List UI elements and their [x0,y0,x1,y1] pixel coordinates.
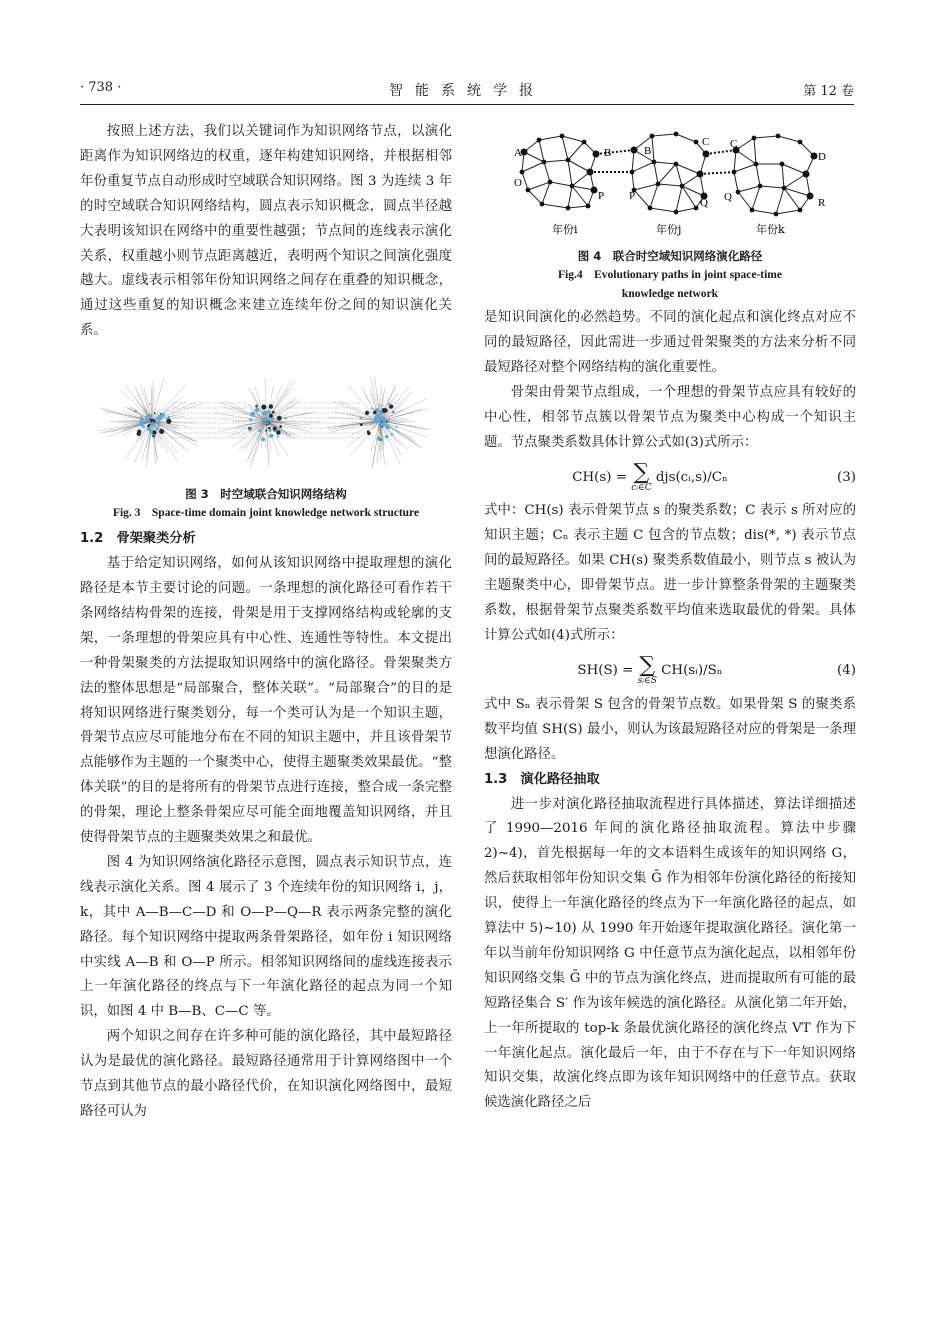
paragraph: 骨架由骨架节点组成，一个理想的骨架节点应具有较好的中心性，相邻节点簇以骨架节点为聚类中心构成一个知识主题。节点聚类系数具体计算公式如(3)式所示： [484,384,856,450]
network-edge [782,164,784,188]
knowledge-node [266,422,269,425]
knowledge-node [392,411,394,413]
knowledge-node [388,403,390,405]
network-edge [634,184,658,190]
knowledge-node [780,162,785,167]
knowledge-node [267,410,271,414]
knowledge-node [273,427,277,431]
knowledge-node [248,428,250,430]
knowledge-node [154,412,156,414]
knowledge-node [153,431,157,435]
knowledge-node [586,204,591,209]
knowledge-node [149,414,153,418]
network-edge [654,162,676,164]
knowledge-node [158,415,163,420]
knowledge-node [142,421,144,423]
header-rule [80,104,854,105]
node-label-B: B [644,145,652,157]
journal-title: 智能系统学报 [389,83,545,99]
page-header [80,80,854,104]
figure-3-caption-cn: 图 3 时空域联合知识网络结构 [185,487,347,502]
network-edge [542,204,568,208]
knowledge-node [570,184,575,189]
network-edge [528,182,550,190]
network-edge [754,136,778,138]
network-edge [542,182,550,204]
knowledge-node [807,193,814,200]
knowledge-node [249,418,252,421]
network-edge [232,421,266,422]
knowledge-node [656,182,661,187]
knowledge-node [526,188,531,193]
knowledge-node [271,417,274,420]
knowledge-node [360,424,363,427]
knowledge-node [269,404,273,408]
knowledge-node [798,140,803,145]
network-edge [251,421,266,467]
network-edge [776,188,784,214]
knowledge-node [386,421,388,423]
knowledge-node [674,132,679,137]
right-column [484,120,856,1116]
knowledge-node [388,419,390,421]
knowledge-node [385,435,388,438]
knowledge-node [750,208,755,213]
knowledge-node [542,160,547,165]
cross-year-link [596,150,634,154]
paragraph: 式中：CH(s) 表示骨架节点 s 的聚类系数；C 表示 s 所对应的知识主题；Cₙ 表示主题 C 包含的节点数；dis(*, *) 表示节点间的最短路径。如果 CH(s) 聚类系数值最小，则节点 s 被认为主题聚类中心，即骨架节点。进一步计算整条骨架的主题聚类系数，根据骨架节点聚类系数平均值来选取最优的骨架。具体计算公式如(4)式所示： [484,503,856,643]
network-edge [632,172,634,190]
network-edge [568,142,584,160]
network-edge [676,186,682,212]
knowledge-node [560,134,565,139]
knowledge-node [156,428,159,431]
network-edge [522,162,544,172]
knowledge-node [271,434,273,436]
cross-year-link [700,172,734,174]
equation-3-lhs: CH(s) = [572,469,632,485]
network-edge [544,162,550,182]
volume-label: 第 12 卷 [803,84,854,99]
knowledge-node [811,153,818,160]
knowledge-node [381,422,385,426]
knowledge-node [159,429,164,434]
paragraph: 基于给定知识网络，如何从该知识网络中提取理想的演化路径是本节主要讨论的问题。一条理想的演化路径可看作若干条网络结构骨架的连接，骨架是用于支撑网络结构或轮廓的支架，一条理想的骨架应具有中心性、连通性等特性。本文提出一种骨架聚类的方法提取知识网络中的演化路径。骨架聚类方法的整体思想是“局部聚合，整体关联”。“局部聚合”的目的是将知识网络进行聚类划分，每一个类可认为是一个知识主题，骨架节点应尽可能地分布在不同的知识主题中，并且该骨架节点能够作为主题的一个聚类中心，使得主题聚类效果最优。“整体关联”的目的是将所有的骨架节点进行连接，整合成一条完整的骨架，理论上整条骨架应尽可能全面地覆盖知识网络，并且使得骨架节点的主题聚类效果之和最优。 [80,556,452,846]
knowledge-node [264,423,266,425]
section-heading-1-3: 1.3 演化路径抽取 [484,771,600,787]
network-edge [572,186,588,206]
knowledge-node [140,417,144,421]
knowledge-node [736,190,741,195]
knowledge-node [694,206,699,211]
knowledge-node [548,180,553,185]
knowledge-node [540,202,545,207]
knowledge-node [359,417,362,420]
year-label-k: 年份k [756,223,785,236]
equation-4 [484,649,856,693]
figure-4-caption-cn: 图 4 联合时空域知识网络演化路径 [577,249,763,263]
knowledge-node [566,158,571,163]
network-edge [568,160,590,172]
knowledge-node [134,410,137,413]
knowledge-node [520,170,525,175]
knowledge-node [250,412,255,417]
knowledge-node [258,429,261,432]
network-edge [380,386,396,421]
left-column [80,120,452,1125]
network-edge [568,186,572,208]
network-edge [738,192,752,210]
knowledge-node [284,417,287,420]
knowledge-node [264,406,266,408]
network-edge [658,184,682,186]
network-edge [562,136,568,160]
knowledge-node [591,187,598,194]
knowledge-node [373,411,376,414]
network-edge [539,136,562,140]
knowledge-node [148,424,150,426]
figure-3-caption-en: Fig. 3 Space-time domain joint knowledge network structure [112,507,420,520]
network-edge [568,160,572,186]
knowledge-node [674,210,679,215]
network-edge [650,184,658,208]
knowledge-node [265,430,267,432]
network-edge [676,208,696,212]
node-label-B: B [604,147,612,159]
sum-symbol: ∑ cᵢ∈C [631,459,652,493]
network-edge [734,164,756,172]
network-edge [562,136,584,142]
network-edge [752,210,776,214]
knowledge-node [145,418,148,421]
network-edge [734,172,738,192]
node-label-D: D [818,151,826,163]
paragraph: 是知识间演化的必然趋势。不同的演化起点和演化终点对应不同的最短路径，因此需进一步通过骨架聚类的方法来分析不同最短路径对整个网络结构的演化重要性。 [484,310,856,375]
node-label-C: C [702,136,710,148]
network-edge [652,134,676,136]
knowledge-node [381,417,386,422]
knowledge-node [157,422,160,425]
network-edge [634,190,650,208]
knowledge-node [396,426,398,428]
network-edge [654,162,658,184]
node-label-P: P [629,190,636,202]
node-label-C: C [730,138,738,150]
knowledge-node [385,425,390,430]
node-label-O: O [514,177,522,189]
knowledge-node [776,134,781,139]
figure-3-network-image [80,366,452,476]
network-edge [650,208,676,212]
figure-4-caption-en-line2: knowledge network [621,288,719,300]
knowledge-node [367,432,370,435]
equation-4-number: (4) [837,663,856,679]
network-edge [528,190,542,204]
knowledge-node [652,160,657,165]
network-edge [266,386,282,421]
network-edge [676,164,682,186]
network-edge [736,150,756,164]
knowledge-node [674,162,679,167]
knowledge-node [145,416,148,419]
network-edge [111,421,152,432]
knowledge-node [166,419,171,424]
network-edge [568,206,588,208]
knowledge-node [272,411,275,414]
knowledge-node [650,134,655,139]
knowledge-node [582,140,587,145]
network-edge [539,140,544,162]
knowledge-node [375,415,380,420]
knowledge-node [803,171,810,178]
node-label-R: R [818,197,826,209]
section-heading-1-2: 1.2 骨架聚类分析 [80,531,196,547]
figure-4 [484,120,856,246]
knowledge-node [269,436,271,438]
network-edge [752,186,760,210]
node-label-P: P [598,190,605,202]
knowledge-node [268,429,271,432]
equation-4-rhs: CH(sᵢ)/Sₙ [661,663,723,679]
knowledge-node [149,403,151,405]
network-edge [652,136,654,162]
knowledge-node [261,438,265,442]
equation-3-number: (3) [837,469,856,485]
knowledge-node [168,416,170,418]
knowledge-node [279,425,282,428]
knowledge-node [798,208,803,213]
figure-4-diagram [484,120,856,242]
year-label-j: 年份j [656,223,682,236]
network-edge [544,160,568,162]
knowledge-node [391,433,393,435]
knowledge-node [752,136,757,141]
knowledge-node [754,162,759,167]
knowledge-node [263,417,267,421]
network-edge [760,186,784,188]
cross-year-link [706,150,736,154]
knowledge-node [277,436,279,438]
equation-3-sub: cᵢ∈C [631,482,652,493]
network-edge [738,186,760,192]
knowledge-node [758,184,763,189]
knowledge-node [774,212,779,217]
equation-3 [484,455,856,499]
node-label-Q: Q [724,191,732,203]
paragraph: 式中 Sₙ 表示骨架 S 包含的骨架节点数。如果骨架 S 的聚类系数平均值 SH(S) 最小，则认为该最短路径对应的骨架是一条理想演化路径。 [484,696,856,762]
knowledge-node [694,140,699,145]
knowledge-node [147,427,151,431]
network-edge [784,174,806,188]
network-edge [632,162,654,172]
paragraph: 图 4 为知识网络演化路径示意图，圆点表示知识节点，连线表示演化关系。图 4 展示了 3 个连续年份的知识网络 i，j，k，其中 A—B—C—D 和 O—P—Q—R 表示两条完整的演化路径。每个知识网络中提取两条骨架路径，如年份 i 知识网络中实线 A—B 和 O—P 所示。相邻知识网络间的虚线连接表示上一年演化路径的终点与下一年演化路径的起点为同一个知识，如图 4 中 B—B、C—C 等。 [80,854,452,1020]
paragraph: 按照上述方法，我们以关键词作为知识网络节点，以演化距离作为知识网络边的权重，逐年构建知识网络，并根据相邻年份重复节点自动形成时空域联合知识网络。图 3 为连续 3 年的时空域联合知识网络结构，圆点表示知识概念，圆点半径越大表明该知识在网络中的重要性越强；节点间的连线表示演化关系，权重越小则节点距离越近，表明两个知识之间演化强度越大。虚线表示相邻年份知识网络之间存在重叠的知识概念，通过这些重复的知识概念来建立连续年份之间的知识演化关系。 [80,124,452,339]
knowledge-node [371,408,373,410]
knowledge-node [680,184,685,189]
knowledge-node [255,408,259,412]
network-edge [756,164,760,186]
knowledge-node [365,411,369,415]
network-edge [676,134,696,142]
network-edge [676,164,700,174]
network-edge [522,172,528,190]
network-edge [778,136,800,142]
paragraph: 进一步对演化路径抽取流程进行具体描述，算法详细描述了 1990—2016 年间的演化路径抽取流程。算法中步骤 2)~4)，首先根据每一年的文本语料生成该年的知识网络 G，然后获取相邻年份知识交集 Ḡ 作为相邻年份演化路径的衔接知识，使得上一年演化路径的终点为下一年演化路径的起点，如算法中 5)~10) 从 1990 年开始逐年提取演化路径。演化第一年以当前年份知识网络 G 中任意节点为演化起点，以相邻年份知识网络交集 Ḡ 中的节点为演化终点，进而提取所有可能的最短路径集合 S′ 作为该年候选的演化路径。从演化第二年开始，上一年所提取的 top-k 条最优演化路径的演化终点 VT 作为下一年演化起点。演化最后一年，由于不存在与下一年知识网络知识交集，故演化终点即为该年知识网络中的任意节点。获取候选演化路径之后 [484,796,856,1111]
network-edge [776,210,800,214]
knowledge-node [255,405,257,407]
knowledge-node [150,419,152,421]
sum-symbol: ∑ sᵢ∈S [637,653,657,687]
knowledge-node [381,405,383,407]
network-edge [351,421,380,456]
knowledge-node [276,430,281,435]
equation-4-sub: sᵢ∈S [637,676,657,687]
knowledge-node [377,437,381,441]
network-edge [124,421,152,424]
network-edge [550,182,572,186]
knowledge-node [277,416,282,421]
equation-4-lhs: SH(S) = [577,663,638,679]
network-edge [784,188,800,210]
knowledge-node [378,424,380,426]
knowledge-node [782,186,787,191]
network-edge [658,164,676,184]
year-label-i: 年份i [552,223,578,236]
node-label-Q: Q [700,197,708,209]
network-edge [754,138,756,164]
knowledge-node [157,425,159,427]
figure-3 [80,366,452,480]
page-number: · 738 · [80,80,122,95]
knowledge-node [379,410,382,413]
network-edge [782,164,806,174]
paragraph: 两个知识之间存在许多种可能的演化路径，其中最短路径认为是最优的演化路径。最短路径通常用于计算网络图中一个节点到其他节点的最小路径代价，在知识演化网络图中，最短路径可认为 [80,1029,452,1119]
knowledge-node [262,411,267,416]
knowledge-node [566,206,571,211]
equation-3-rhs: djs(cᵢ,s)/Cₙ [655,469,728,485]
knowledge-node [384,409,388,413]
knowledge-node [648,206,653,211]
knowledge-node [381,426,383,428]
knowledge-node [537,138,542,143]
network-edge [784,188,810,196]
node-label-A: A [514,147,522,159]
knowledge-node [137,432,141,436]
figure-4-caption-en-line1: Fig.4 Evolutionary paths in joint space-time [558,269,782,281]
